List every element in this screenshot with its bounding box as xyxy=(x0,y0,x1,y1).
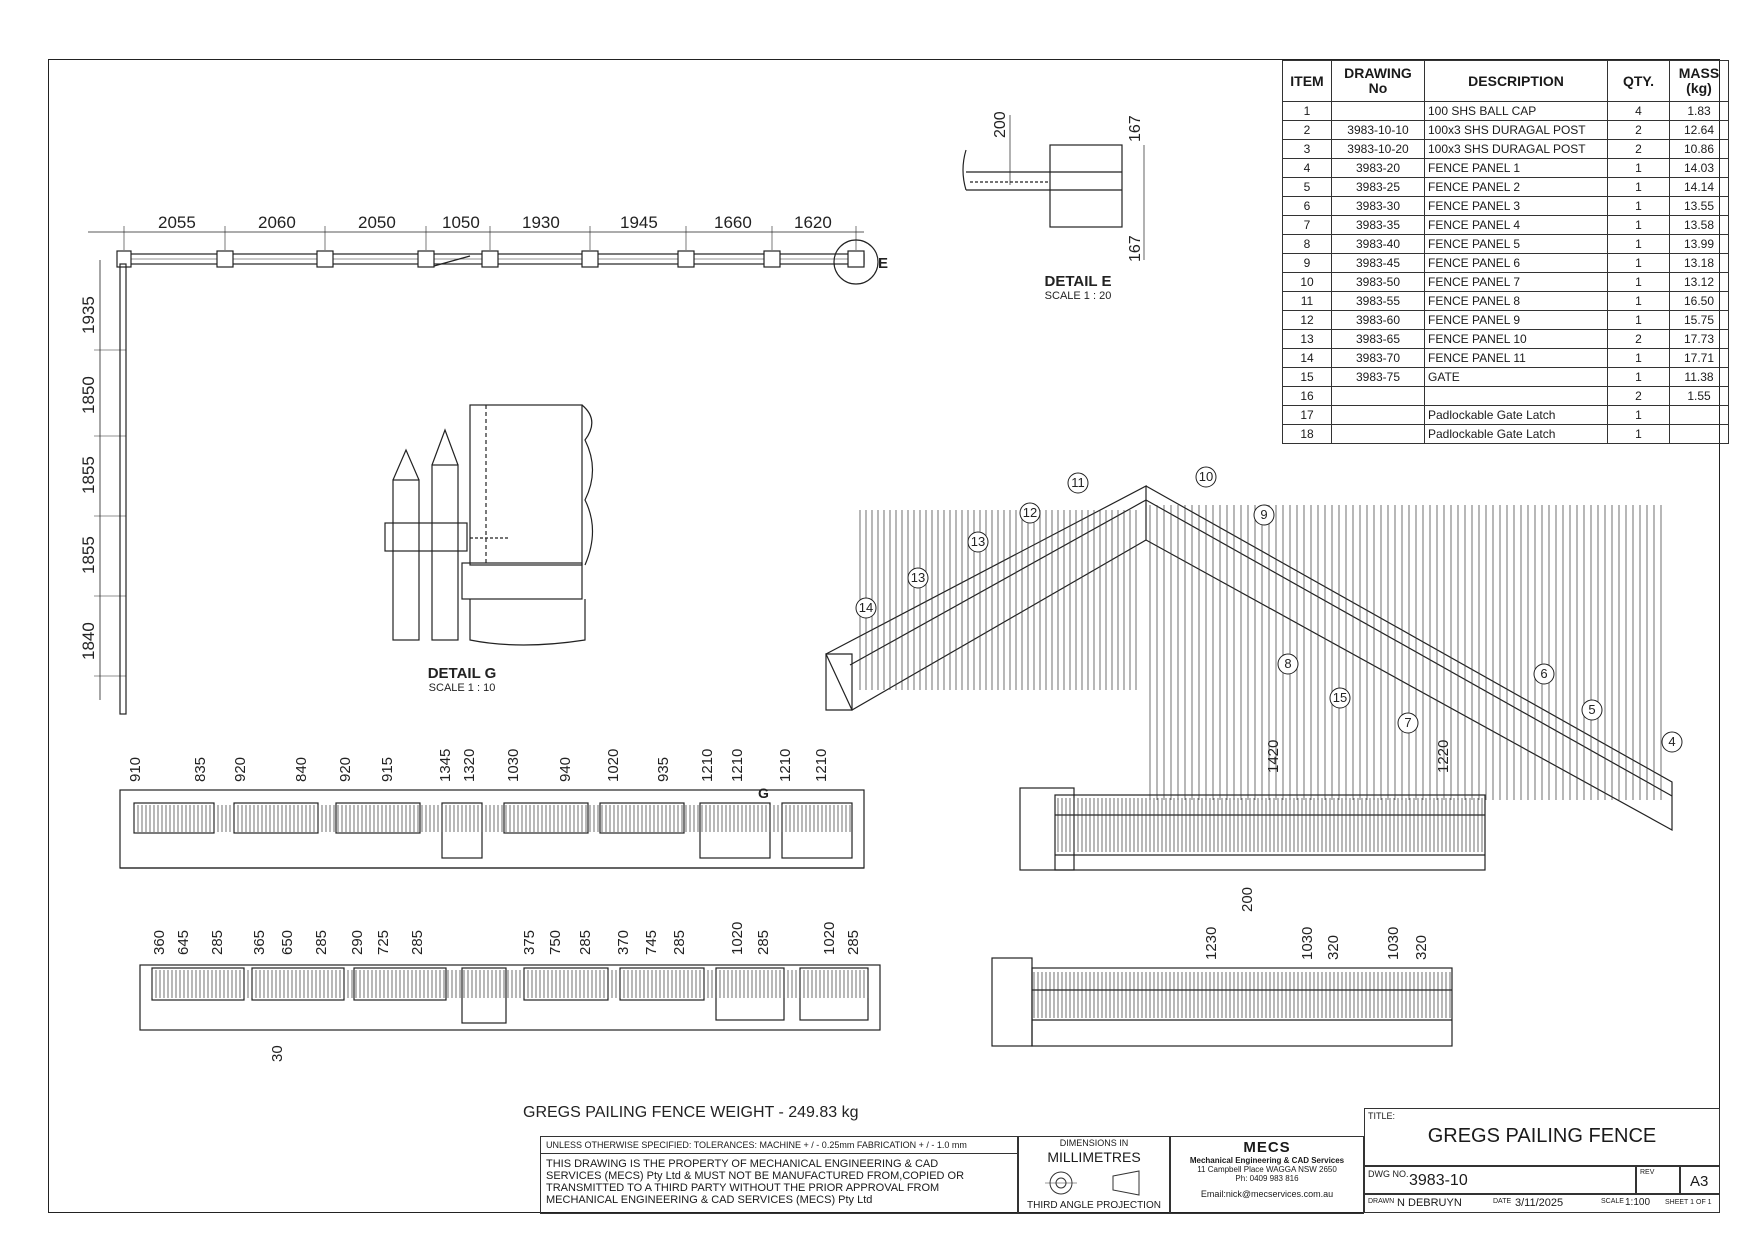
elev4-dim: 320 xyxy=(1325,934,1342,960)
title-label: TITLE: xyxy=(1368,1111,1396,1121)
isometric-view xyxy=(826,486,1672,830)
sheet-size: A3 xyxy=(1690,1173,1709,1190)
elev1-dim: 920 xyxy=(337,756,354,782)
bom-cell-description: 100x3 SHS DURAGAL POST xyxy=(1425,140,1608,159)
plan-side-dim: 1850 xyxy=(79,376,98,414)
detail-e-dim-167b: 167 xyxy=(1127,235,1144,262)
bom-cell-mass: 12.64 xyxy=(1670,121,1729,140)
plan-top-dim: 1945 xyxy=(620,213,658,232)
plan-post xyxy=(582,251,598,267)
bom-cell-drawing: 3983-70 xyxy=(1332,349,1425,368)
plan-post xyxy=(848,251,864,267)
bom-cell-description: 100x3 SHS DURAGAL POST xyxy=(1425,121,1608,140)
drawing-scale: 1:100 xyxy=(1625,1197,1651,1208)
bom-cell-item: 18 xyxy=(1283,425,1332,444)
bom-cell-item: 5 xyxy=(1283,178,1332,197)
elev1-dim: 1210 xyxy=(813,748,830,782)
elev1-dim: 1210 xyxy=(729,748,746,782)
bom-header-drawing: DRAWING No xyxy=(1332,61,1425,102)
detail-e-ref: E xyxy=(878,255,889,272)
bom-cell-description: FENCE PANEL 11 xyxy=(1425,349,1608,368)
bom-cell-qty: 1 xyxy=(1608,216,1670,235)
elevation-1-wall xyxy=(120,790,864,868)
detail-g-title: DETAIL G xyxy=(427,665,497,682)
elev2-dim: 750 xyxy=(547,929,564,955)
item-balloon-label: 7 xyxy=(1404,715,1412,730)
bom-cell-drawing: 3983-35 xyxy=(1332,216,1425,235)
elev4-dim: 1230 xyxy=(1203,926,1220,960)
bom-cell-item: 7 xyxy=(1283,216,1332,235)
bom-cell-drawing: 3983-65 xyxy=(1332,330,1425,349)
company-address: 11 Campbell Place WAGGA NSW 2650 xyxy=(1197,1165,1337,1174)
detail-g-picket xyxy=(432,465,458,640)
rev-label: REV xyxy=(1640,1169,1655,1176)
plan-top-dim: 1930 xyxy=(522,213,560,232)
bom-cell-qty: 1 xyxy=(1608,178,1670,197)
plan-post xyxy=(217,251,233,267)
elev2-dim: 285 xyxy=(209,929,226,955)
bom-cell-qty: 1 xyxy=(1608,406,1670,425)
bom-cell-item: 11 xyxy=(1283,292,1332,311)
bom-cell-item: 17 xyxy=(1283,406,1332,425)
elev2-dim: 285 xyxy=(313,929,330,955)
plan-side-dim: 1855 xyxy=(79,456,98,494)
elev1-dim: 1020 xyxy=(605,748,622,782)
bom-cell-item: 4 xyxy=(1283,159,1332,178)
detail-g-ref: G xyxy=(758,785,769,801)
dwg-no: 3983-10 xyxy=(1409,1172,1468,1189)
elev2-dim: 1020 xyxy=(821,921,838,955)
bom-cell-drawing: 3983-10-10 xyxy=(1332,121,1425,140)
item-balloon-label: 13 xyxy=(910,570,926,585)
bom-cell-qty: 2 xyxy=(1608,140,1670,159)
elevation-2-panels xyxy=(152,968,868,1023)
bom-cell-qty: 1 xyxy=(1608,273,1670,292)
elev2-dim: 370 xyxy=(615,929,632,955)
plan-post xyxy=(418,251,434,267)
bom-cell-qty: 1 xyxy=(1608,349,1670,368)
bom-cell-description: GATE xyxy=(1425,368,1608,387)
bom-cell-description: FENCE PANEL 4 xyxy=(1425,216,1608,235)
bom-cell-description: Padlockable Gate Latch xyxy=(1425,425,1608,444)
elev1-dim: 1345 xyxy=(437,748,454,782)
bom-cell-description: FENCE PANEL 10 xyxy=(1425,330,1608,349)
bom-cell-qty: 4 xyxy=(1608,102,1670,121)
property-note: THIS DRAWING IS THE PROPERTY OF MECHANICAL ENGINEERING & CAD SERVICES (MECS) Pty Ltd & MUST NOT BE MANUFACTURED FROM,COPIED OR TRANSMITTED TO A THIRD PARTY WITHOUT THE PRIOR APPROVAL FROM MECHANICAL ENGINEERING & CAD SERVICES (MECS) Pty Ltd xyxy=(546,1158,965,1206)
plan-side-dim: 1840 xyxy=(79,622,98,660)
bom-cell-drawing: 3983-40 xyxy=(1332,235,1425,254)
bom-cell-drawing: 3983-50 xyxy=(1332,273,1425,292)
elev1-dim: 920 xyxy=(232,756,249,782)
drawing-date: 3/11/2025 xyxy=(1515,1197,1564,1209)
bom-cell-qty: 1 xyxy=(1608,235,1670,254)
detail-g-scale: SCALE 1 : 10 xyxy=(428,682,496,694)
elev2-dim: 650 xyxy=(279,929,296,955)
bom-cell-description: FENCE PANEL 3 xyxy=(1425,197,1608,216)
bom-cell-mass: 14.03 xyxy=(1670,159,1729,178)
scale-label: SCALE xyxy=(1601,1198,1624,1205)
bom-cell-item: 16 xyxy=(1283,387,1332,406)
bom-cell-item: 2 xyxy=(1283,121,1332,140)
bom-cell-qty: 1 xyxy=(1608,254,1670,273)
bom-cell-drawing: 3983-75 xyxy=(1332,368,1425,387)
elev2-dim: 725 xyxy=(375,929,392,955)
third-angle-projection-icon xyxy=(1045,1168,1145,1198)
bom-cell-drawing: 3983-30 xyxy=(1332,197,1425,216)
elev1-dim: 1210 xyxy=(777,748,794,782)
sheet-number: SHEET 1 OF 1 xyxy=(1665,1199,1712,1206)
units-label: MILLIMETRES xyxy=(1047,1149,1141,1165)
elev2-dim: 285 xyxy=(671,929,688,955)
bom-cell-drawing: 3983-60 xyxy=(1332,311,1425,330)
elev1-dim: 835 xyxy=(192,756,209,782)
rev-cell xyxy=(1636,1166,1680,1194)
elev1-dim: 840 xyxy=(293,756,310,782)
bom-cell-item: 1 xyxy=(1283,102,1332,121)
elev2-dim: 285 xyxy=(755,929,772,955)
plan-top-dim: 1050 xyxy=(442,213,480,232)
bom-cell-mass: 13.55 xyxy=(1670,197,1729,216)
detail-g-picket xyxy=(393,480,419,640)
item-balloon-label: 13 xyxy=(970,534,986,549)
bom-cell-item: 10 xyxy=(1283,273,1332,292)
bom-cell-item: 3 xyxy=(1283,140,1332,159)
bom-cell-mass: 13.12 xyxy=(1670,273,1729,292)
elev1-dim: 915 xyxy=(379,756,396,782)
bom-cell-item: 8 xyxy=(1283,235,1332,254)
item-balloon-label: 9 xyxy=(1260,507,1268,522)
bom-cell-qty: 1 xyxy=(1608,292,1670,311)
elev3-dim: 1420 xyxy=(1265,739,1282,773)
item-balloon-label: 12 xyxy=(1022,505,1038,520)
bom-cell-item: 9 xyxy=(1283,254,1332,273)
plan-side-dim: 1935 xyxy=(79,296,98,334)
bom-cell-mass: 1.55 xyxy=(1670,387,1729,406)
elev4-dim: 1030 xyxy=(1299,926,1316,960)
elev3-bottom-dim: 200 xyxy=(1239,886,1256,912)
date-label: DATE xyxy=(1493,1198,1512,1205)
bom-cell-mass: 15.75 xyxy=(1670,311,1729,330)
item-balloon-label: 5 xyxy=(1588,702,1596,717)
drawing-title: GREGS PAILING FENCE xyxy=(1427,1125,1657,1147)
fence-weight-note: GREGS PAILING FENCE WEIGHT - 249.83 kg xyxy=(523,1104,859,1121)
drawn-row xyxy=(1364,1194,1720,1213)
bom-cell-item: 14 xyxy=(1283,349,1332,368)
detail-e-dim-200: 200 xyxy=(992,111,1009,138)
detail-e-dim-167a: 167 xyxy=(1127,115,1144,142)
elev2-dim: 290 xyxy=(349,929,366,955)
bom-header-item: ITEM xyxy=(1283,61,1332,102)
bom-cell-mass: 17.71 xyxy=(1670,349,1729,368)
plan-top-dim: 1660 xyxy=(714,213,752,232)
plan-top-dim: 2060 xyxy=(258,213,296,232)
plan-post xyxy=(317,251,333,267)
elev1-dim: 1210 xyxy=(699,748,716,782)
item-balloon-label: 8 xyxy=(1284,656,1292,671)
elev2-dim: 645 xyxy=(175,929,192,955)
bom-cell-drawing: 3983-55 xyxy=(1332,292,1425,311)
detail-e-post xyxy=(1050,145,1122,227)
item-balloon-label: 15 xyxy=(1332,690,1348,705)
elev2-dim: 285 xyxy=(409,929,426,955)
item-balloon-label: 14 xyxy=(858,600,874,615)
bom-cell-qty: 2 xyxy=(1608,121,1670,140)
bom-cell-description: FENCE PANEL 5 xyxy=(1425,235,1608,254)
elev2-dim: 285 xyxy=(577,929,594,955)
company-email: Email:nick@mecservices.com.au xyxy=(1200,1189,1334,1199)
bom-cell-item: 6 xyxy=(1283,197,1332,216)
elev4-dim: 1030 xyxy=(1385,926,1402,960)
bom-cell-drawing: 3983-10-20 xyxy=(1332,140,1425,159)
bom-cell-description: FENCE PANEL 9 xyxy=(1425,311,1608,330)
bom-cell-mass: 16.50 xyxy=(1670,292,1729,311)
plan-side-fence xyxy=(120,264,126,714)
elev2-dim: 375 xyxy=(521,929,538,955)
dwg-no-label: DWG NO. xyxy=(1368,1169,1409,1179)
dwg-no-cell xyxy=(1364,1166,1636,1194)
elev1-dim: 1030 xyxy=(505,748,522,782)
bom-cell-item: 15 xyxy=(1283,368,1332,387)
bom-cell-mass: 13.99 xyxy=(1670,235,1729,254)
projection-label: THIRD ANGLE PROJECTION xyxy=(1027,1200,1161,1211)
detail-e-scale: SCALE 1 : 20 xyxy=(1044,290,1112,302)
company-phone: Ph: 0409 983 816 xyxy=(1235,1174,1299,1183)
elev2-dim: 1020 xyxy=(729,921,746,955)
units-block xyxy=(1018,1136,1170,1214)
bom-cell-drawing: 3983-45 xyxy=(1332,254,1425,273)
bom-cell-item: 13 xyxy=(1283,330,1332,349)
bom-header-qty: QTY. xyxy=(1608,61,1670,102)
bom-cell-mass: 10.86 xyxy=(1670,140,1729,159)
bom-cell-mass: 17.73 xyxy=(1670,330,1729,349)
plan-post xyxy=(678,251,694,267)
plan-top-dim: 2050 xyxy=(358,213,396,232)
plan-post xyxy=(482,251,498,267)
bom-cell-description: FENCE PANEL 7 xyxy=(1425,273,1608,292)
elev2-dim: 285 xyxy=(845,929,862,955)
bom-cell-drawing: 3983-25 xyxy=(1332,178,1425,197)
elev2-dim: 745 xyxy=(643,929,660,955)
bom-cell-description: FENCE PANEL 2 xyxy=(1425,178,1608,197)
plan-side-dim: 1855 xyxy=(79,536,98,574)
elevation-4-pier xyxy=(992,958,1032,1046)
bom-cell-qty: 1 xyxy=(1608,425,1670,444)
elev2-dim: 365 xyxy=(251,929,268,955)
bom-cell-item: 12 xyxy=(1283,311,1332,330)
bom-header-description: DESCRIPTION xyxy=(1425,61,1608,102)
item-balloon-label: 4 xyxy=(1668,734,1676,749)
elev2-bottom-dim: 30 xyxy=(269,1045,286,1062)
title-cell xyxy=(1364,1108,1720,1166)
detail-g-post xyxy=(470,405,582,565)
bom-cell-mass: 11.38 xyxy=(1670,368,1729,387)
dims-in-label: DIMENSIONS IN xyxy=(1059,1138,1129,1148)
bom-cell-description: FENCE PANEL 6 xyxy=(1425,254,1608,273)
bom-cell-qty: 2 xyxy=(1608,387,1670,406)
bom-cell-qty: 2 xyxy=(1608,330,1670,349)
bom-cell-drawing: 3983-20 xyxy=(1332,159,1425,178)
tolerance-note: UNLESS OTHERWISE SPECIFIED: TOLERANCES: MACHINE + / - 0.25mm FABRICATION + / - 1.0 mm xyxy=(546,1140,967,1150)
tolerance-block xyxy=(540,1136,1018,1214)
bom-cell-qty: 1 xyxy=(1608,159,1670,178)
bom-header-mass: MASS (kg) xyxy=(1670,61,1729,102)
elev1-dim: 910 xyxy=(127,756,144,782)
bom-cell-description: 100 SHS BALL CAP xyxy=(1425,102,1608,121)
elev2-dim: 360 xyxy=(151,929,168,955)
drawn-label: DRAWN xyxy=(1368,1198,1395,1205)
bom-cell-mass: 13.18 xyxy=(1670,254,1729,273)
drawn-by: N DEBRUYN xyxy=(1397,1197,1462,1209)
elev1-dim: 1320 xyxy=(461,748,478,782)
bom-cell-qty: 1 xyxy=(1608,311,1670,330)
bom-cell-mass: 13.58 xyxy=(1670,216,1729,235)
plan-post xyxy=(764,251,780,267)
elev1-dim: 935 xyxy=(655,756,672,782)
bom-cell-description: FENCE PANEL 1 xyxy=(1425,159,1608,178)
bom-cell-qty: 1 xyxy=(1608,197,1670,216)
bom-cell-mass: 14.14 xyxy=(1670,178,1729,197)
item-balloon-label: 10 xyxy=(1198,469,1214,484)
detail-e-title: DETAIL E xyxy=(1044,273,1112,290)
company-block xyxy=(1170,1136,1364,1214)
size-cell xyxy=(1680,1166,1720,1194)
company-name: Mechanical Engineering & CAD Services xyxy=(1189,1156,1345,1165)
plan-top-dim: 1620 xyxy=(794,213,832,232)
bom-cell-qty: 1 xyxy=(1608,368,1670,387)
bom-cell-description: Padlockable Gate Latch xyxy=(1425,406,1608,425)
item-balloon-label: 6 xyxy=(1540,666,1548,681)
elev1-dim: 940 xyxy=(557,756,574,782)
company-logo: MECS xyxy=(1243,1139,1291,1156)
plan-top-dim: 2055 xyxy=(158,213,196,232)
elev4-dim: 320 xyxy=(1413,934,1430,960)
bom-cell-description: FENCE PANEL 8 xyxy=(1425,292,1608,311)
item-balloon-label: 11 xyxy=(1071,475,1085,490)
elev3-dim: 1220 xyxy=(1435,739,1452,773)
bom-cell-mass: 1.83 xyxy=(1670,102,1729,121)
